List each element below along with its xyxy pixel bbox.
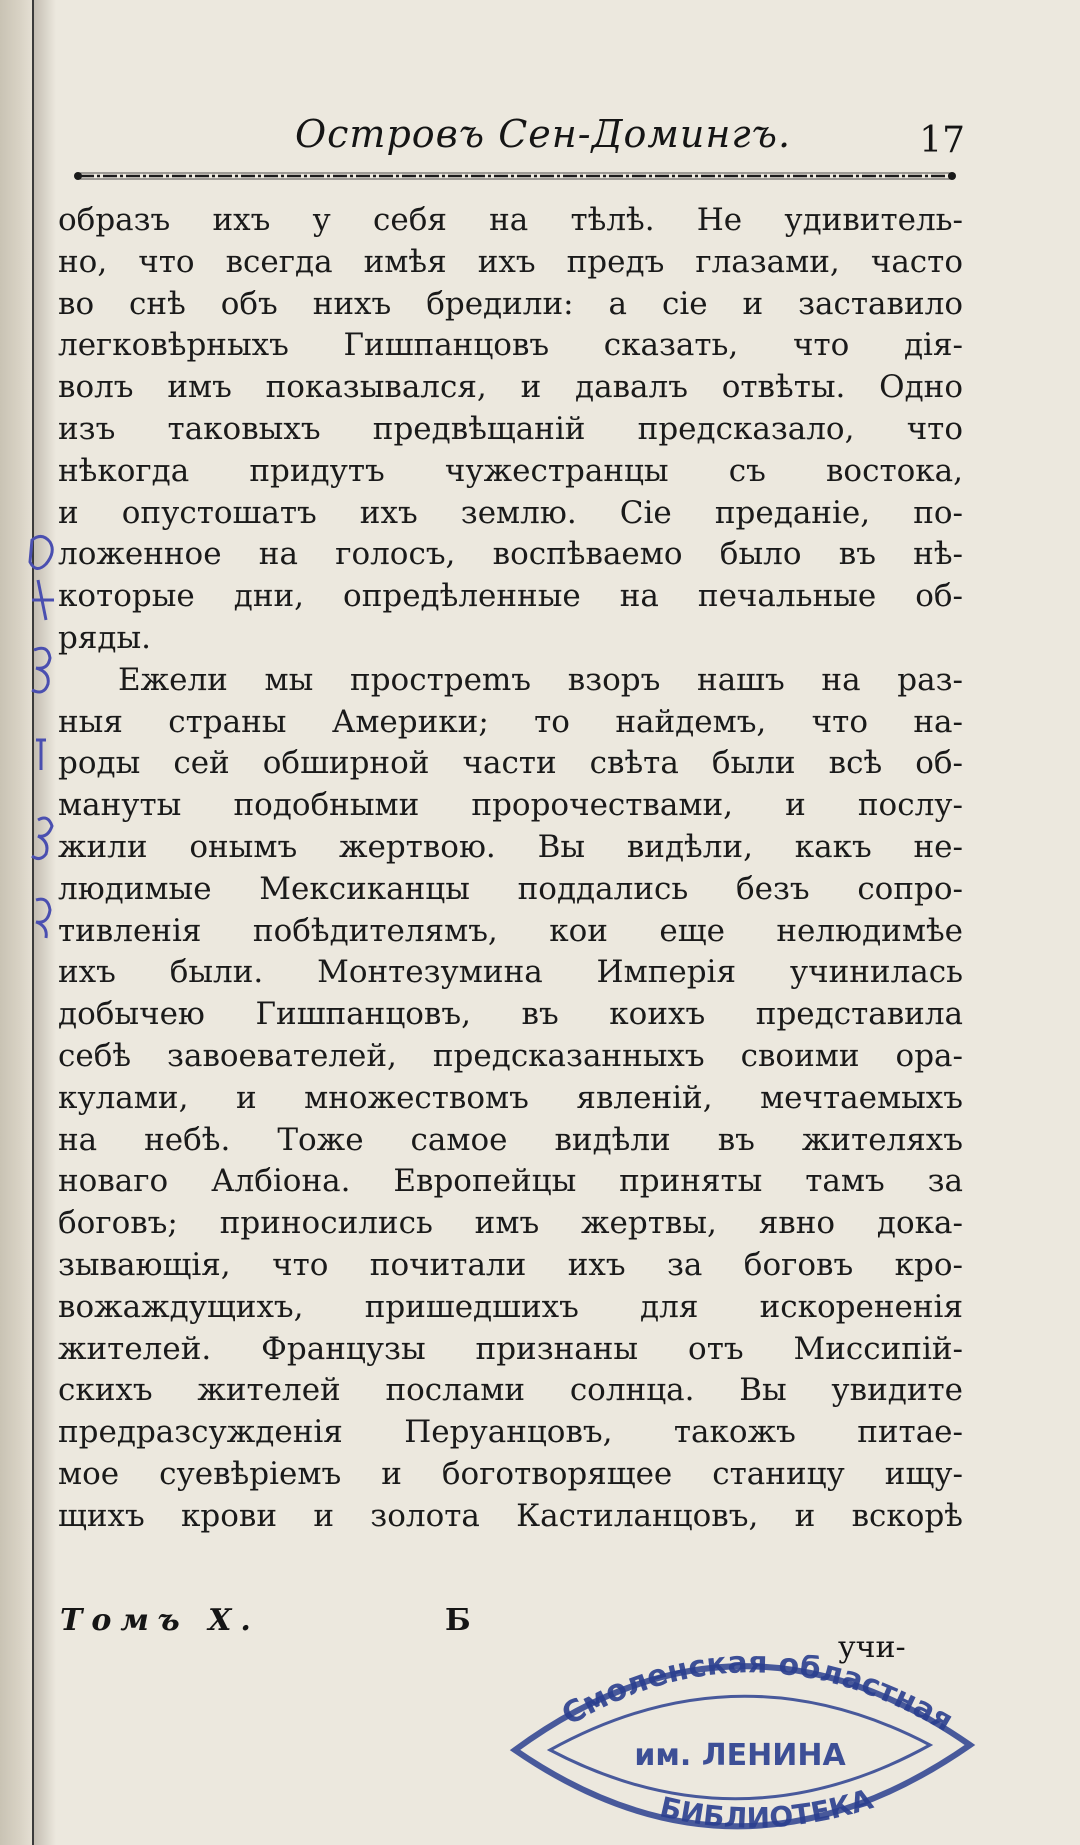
text-line: кулами, и множествомъ явленiй, мечтаемыхъ [58,1079,963,1116]
text-line: на небѣ. Тоже самое видѣли въ жителяхъ [58,1121,963,1158]
text-line: Ежели мы прострemъ взоръ нашъ на раз- [118,661,963,698]
text-line: которые дни, опредѣленные на печальные об- [58,578,963,615]
text-line: ныя страны Америки; то найдемъ, что на- [58,703,963,740]
text-line: мануты подобными пророчествами, и послу- [58,787,963,824]
text-line: зывающiя, что почитали ихъ за боговъ кро- [58,1246,963,1283]
text-line: боговъ; приносились имъ жертвы, явно дока- [58,1205,963,1242]
pencil-margin-marks [18,520,68,1000]
text-line: изъ таковыхъ предвѣщанiй предсказало, что [58,410,963,447]
text-line: ряды. [58,619,152,656]
text-line: нѣкогда придутъ чужестранцы съ востока, [58,452,963,489]
text-line: легковѣрныхъ Гишпанцовъ сказать, что дiя- [58,327,963,364]
header-ornament-rule [70,165,960,187]
catchword: учи- [838,1630,906,1665]
volume-label: Томъ X. [60,1603,260,1638]
signature-mark: Б [445,1603,471,1638]
text-line: добычею Гишпанцовъ, въ коихъ представила [58,996,963,1033]
running-title: Островъ Сен-Домингъ. [295,112,792,156]
body-text [58,200,963,1538]
text-line: во снѣ объ нихъ бредили: а сiе и заставило [58,285,963,322]
text-line: и опустошатъ ихъ землю. Сiе преданiе, по- [58,494,963,531]
text-line: новаго Албiона. Европейцы приняты тамъ за [58,1163,963,1200]
text-line: себѣ завоевателей, предсказанныхъ своими ора- [58,1037,963,1074]
stamp-top-text: Смоленская областная [556,1645,959,1739]
svg-text:БИБЛИОТЕКА [657,1782,877,1834]
page-number: 17 [919,120,965,161]
text-line: тивленiя побѣдителямъ, кои еще нелюдимѣе [58,912,963,949]
text-line: скихъ жителей послами солнца. Вы увидите [58,1372,963,1409]
text-line: ложенное на голосъ, воспѣваемо было въ нѣ- [58,536,963,573]
text-line: мое суевѣрiемъ и боготворящее станицу ищу- [58,1455,963,1492]
text-line: жителей. Французы признаны отъ Миссипiй- [58,1330,963,1367]
text-line: вожаждущихъ, пришедшихъ для искорененiя [58,1288,963,1325]
text-line: щихъ крови и золота Кастиланцовъ, и вскорѣ [58,1497,963,1534]
text-line: людимые Мексиканцы поддались безъ сопро- [58,870,963,907]
text-line: волъ имъ показывался, и давалъ отвѣты. Одно [58,369,963,406]
svg-text:Смоленская областная [556,1645,959,1739]
library-stamp [500,1625,980,1840]
page-header [60,112,980,162]
text-line: роды сей обширной части свѣта были всѣ об- [58,745,963,782]
stamp-middle-text: им. ЛЕНИНА [634,1738,846,1773]
text-line: но, что всегда имѣя ихъ предъ глазами, часто [58,243,963,280]
text-line: ихъ были. Монтезумина Имперiя учинилась [58,954,963,991]
text-line: образъ ихъ у себя на тѣлѣ. Не удивитель- [58,202,963,238]
text-line: жили онымъ жертвою. Вы видѣли, какъ не- [58,828,963,865]
stamp-bottom-text: БИБЛИОТЕКА [656,1782,877,1835]
text-line: предразсужденiя Перуанцовъ, такожъ питае- [58,1414,963,1451]
